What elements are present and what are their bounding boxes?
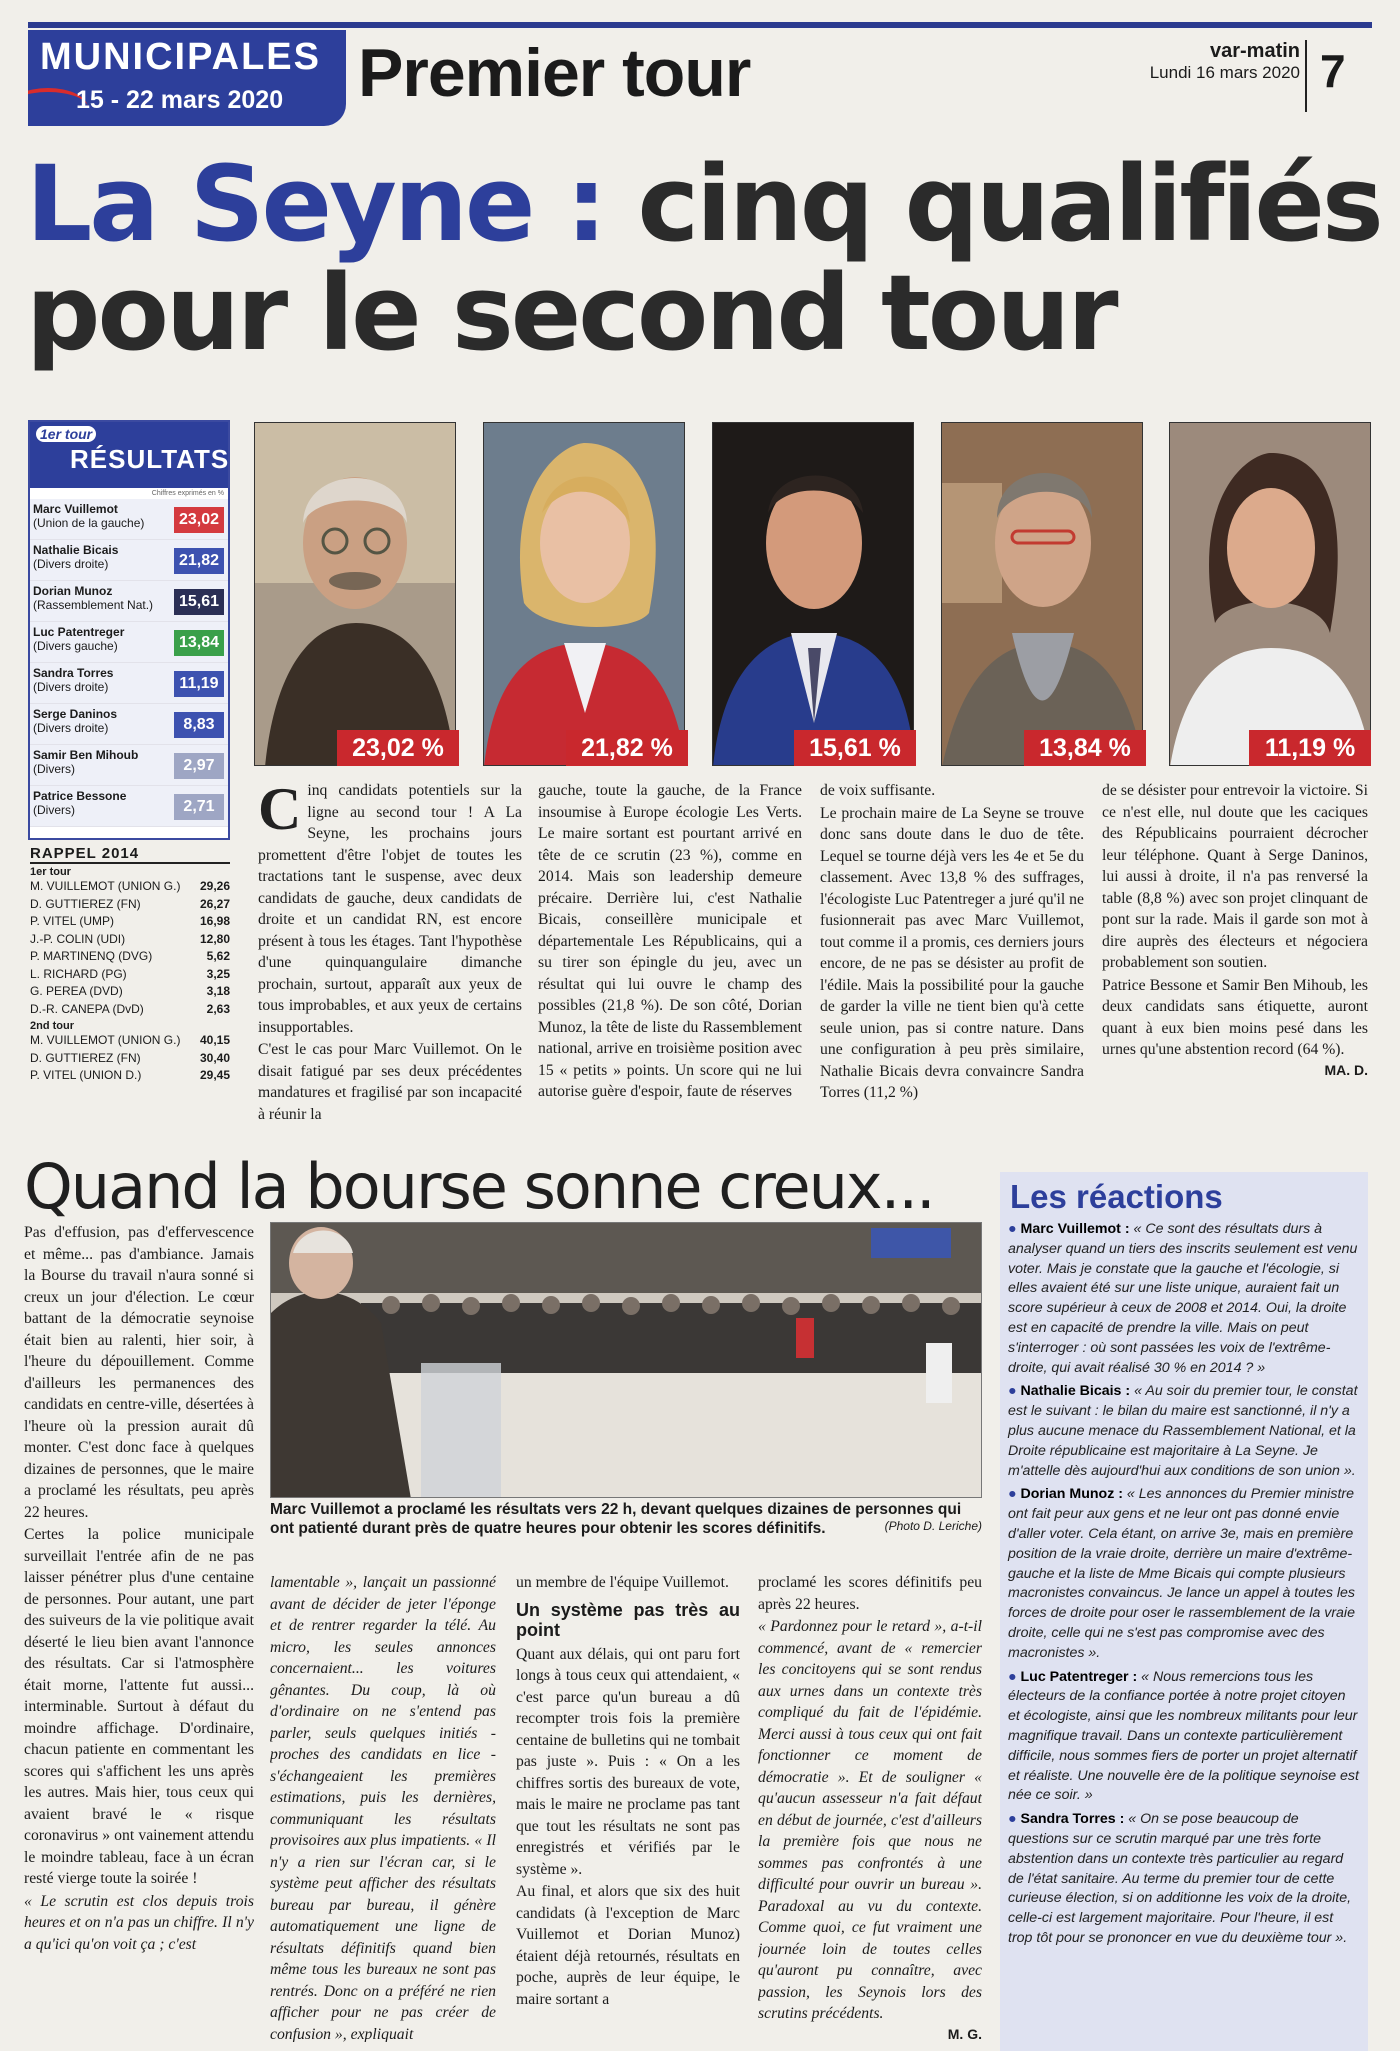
candidate-party: (Divers) <box>33 761 75 776</box>
article-headline: Quand la bourse sonne creux... <box>24 1150 934 1223</box>
rappel-candidate: M. VUILLEMOT (UNION G.) <box>30 1033 181 1047</box>
candidate-score: 2,71 <box>174 794 224 820</box>
candidate-name: Patrice Bessone (Divers) <box>33 789 127 817</box>
candidate-score: 23,02 <box>174 507 224 533</box>
paragraph: Quant aux délais, qui ont paru fort longs à tous ceux qui attendaient, « c'est parce qu'un bureau a dû recompter trois fois la première centaine de bulletins qui ne tombait pas juste ». Puis : « On a les chiffres sortis des bureaux de vote, mais le maire ne proclame pas tant que tout les résultats ne sont pas enregistrés et vérifiés par le système ». <box>516 1645 740 1878</box>
percentage-label: 21,82 % <box>566 730 688 766</box>
paragraph: proclamé les scores définitifs peu après 22 heures. <box>758 1574 982 1613</box>
paragraph: de se désister pour entrevoir la victoire. Si ce n'est elle, nul doute que les caciques des Républicains pourraient décrocher leur téléphone. Quant à Serge Daninos, lui aussi à droite, il n'a pas renversé la table (8,8 %) avec son projet clinquant de pont sur la rade. Mais il garde son mot à dire auprès des électeurs et négociera probablement son soutien. <box>1102 782 1368 971</box>
results-title: RÉSULTATS <box>70 444 230 474</box>
rappel-row <box>30 1067 230 1085</box>
portrait-photo <box>1169 422 1371 766</box>
rappel-row <box>30 1001 230 1019</box>
result-row <box>30 581 228 622</box>
reaction-item <box>1008 1220 1360 1378</box>
rappel-candidate: P. VITEL (UMP) <box>30 914 115 928</box>
candidate-score: 8,83 <box>174 712 224 738</box>
byline: M. G. <box>947 2025 982 2042</box>
headline-place: La Seyne : <box>26 143 605 265</box>
rappel-row <box>30 913 230 931</box>
reaction-quote: « Au soir du premier tour, le constat est le suivant : le bilan du maire est sanctionné, il n'y a plus aucune menace du Rassemblement National, et la Droite républicaine est majoritaire à La Seyne. Je m'attelle dès aujourd'hui aux conditions de son union ». <box>1008 1383 1358 1479</box>
candidate-score: 13,84 <box>174 630 224 656</box>
article-column <box>1102 780 1368 1144</box>
section-badge <box>28 30 346 126</box>
candidate-name: Serge Daninos (Divers droite) <box>33 707 118 735</box>
candidate-name: Nathalie Bicais (Divers droite) <box>33 543 119 571</box>
photo-caption <box>270 1500 982 1538</box>
paragraph: « Le scrutin est clos depuis trois heures et on n'a pas un chiffre. Il n'y a qu'ici qu'on voit ça ; c'est <box>24 1892 254 1953</box>
rappel-row <box>30 1050 230 1068</box>
rappel-candidate: D. GUTTIEREZ (FN) <box>30 1050 141 1065</box>
candidate-party: (Divers droite) <box>33 679 109 694</box>
article-column <box>24 1222 254 2042</box>
rappel-candidate: M. VUILLEMOT (UNION G.) <box>30 879 181 893</box>
rappel-score: 40,15 <box>199 1033 230 1047</box>
paragraph: Patrice Bessone et Samir Ben Mihoub, les deux candidats sans étiquette, auront quant à eux bien moins pesé dans les urnes qu'une abstention record (64 %). <box>1102 976 1368 1058</box>
kicker: Premier tour <box>358 35 751 111</box>
rappel-score: 29,45 <box>199 1068 230 1082</box>
paragraph: Certes la police municipale surveillait l'entrée afin de ne pas laisser pénétrer plus d'une centaine de personnes. Pour autant, une part des suiveurs de la vie politique avait déserté le lieu bien avant l'annonce des résultats. Car si l'atmosphère était morne, l'attente fut aussi... interminable. Surtout à défaut du moindre affichage. D'ordinaire, chacun patiente en commentant les scores qui s'affichent les uns après les autres. Mais hier, tous ceux qui avaient bravé le « risque coronavirus » ont vainement attendu le moindre tableau, face à un écran resté vierge toute la soirée ! <box>24 1526 254 1887</box>
issue-date: Lundi 16 mars 2020 <box>1149 63 1300 82</box>
article-column <box>820 780 1084 1144</box>
headline-line2: pour le second tour <box>26 252 1116 375</box>
paragraph: C'est le cas pour Marc Vuillemot. On le disait fatigué par ses deux précédentes mandatures et fragilisé par son incapacité à réunir la <box>258 1041 522 1123</box>
candidate-party: (Rassemblement Nat.) <box>33 597 154 612</box>
rappel-candidate: G. PEREA (DVD) <box>30 984 123 998</box>
result-row <box>30 499 228 540</box>
candidate-name: Dorian Munoz (Rassemblement Nat.) <box>33 584 154 612</box>
reaction-author: ● Marc Vuillemot : <box>1008 1221 1130 1237</box>
candidate-party: (Union de la gauche) <box>33 515 145 530</box>
masthead-name: var-matin <box>1209 40 1300 62</box>
percentage-label: 13,84 % <box>1024 730 1146 766</box>
percentage-label: 15,61 % <box>794 730 916 766</box>
paragraph: un membre de l'équipe Vuillemot. <box>516 1574 729 1591</box>
rappel-row <box>30 966 230 984</box>
paragraph: Le prochain maire de La Seyne se trouve donc sans doute dans le duo de tête. Lequel se tourne déjà vers les 4e et 5e du classement. Avec 13,8 % des suffrages, l'écologiste Luc Patentreger a juré qu'il ne fusionnerait pas avec Marc Vuillemot, tout comme il a promis, ces derniers jours encore, de ne pas se désister au profit de l'édile. Mais la possibilité pour la gauche de garder la ville ne tient bien qu'à cette seule union, pas si contre nature. Dans une configuration à peu près similaire, Nathalie Bicais devra convaincre Sandra Torres (11,2 %) <box>820 804 1084 1101</box>
reaction-quote: « Les annonces du Premier ministre ont fait peur aux gens et ne leur ont pas donné envie d'aller voter. Cela étant, on arrive 3e, mais en première position de la vraie droite, derrière un maire d'extrême-gauche et la liste de Mme Bicais qui compte plusieurs macronistes convaincus. Je lance un appel à toutes les forces de droite pour oser le rassemblement de la vraie droite, celle qui ne s'est pas compromise avec des macronistes ». <box>1008 1486 1356 1661</box>
rappel-candidate: J.-P. COLIN (UDI) <box>30 931 126 946</box>
drop-cap: C <box>258 780 302 842</box>
results-box <box>28 420 230 840</box>
byline: MA. D. <box>1324 1061 1368 1078</box>
rappel-row <box>30 931 230 949</box>
page-number: 7 <box>1320 45 1346 97</box>
paragraph: inq candidats potentiels sur la ligne au second tour ! A La Seyne, les prochains jours promettent d'être l'objet de toutes les tractations tant le suspense, avec deux candidats de gauche, deux candidats de droite et un candidat RN, est encore présent à tous les étages. Tant l'hypothèse d'une quinquangulaire dimanche prochain, surtout, apparaît aux yeux de tous improbables, et aux yeux de certains insupportables. <box>258 782 522 1036</box>
candidate-party: (Divers droite) <box>33 556 109 571</box>
rappel-round1-label: 1er tour <box>30 866 71 878</box>
reactions-title: Les réactions <box>1010 1178 1223 1215</box>
percentage-label: 11,19 % <box>1249 730 1371 766</box>
rappel-candidate: D.-R. CANEPA (DvD) <box>30 1001 144 1016</box>
result-row <box>30 540 228 581</box>
candidate-party: (Divers) <box>33 802 75 817</box>
rappel-row <box>30 896 230 914</box>
rappel-row <box>30 1032 230 1050</box>
reaction-author: ● Dorian Munoz : <box>1008 1486 1123 1502</box>
candidate-score: 15,61 <box>174 589 224 615</box>
portrait-photo <box>941 422 1143 766</box>
reaction-item <box>1008 1810 1360 1949</box>
candidate-name: Samir Ben Mihoub (Divers) <box>33 748 139 776</box>
rappel-2014 <box>30 845 230 1085</box>
headline-rest: cinq qualifiés <box>604 143 1381 265</box>
percentage-label: 23,02 % <box>337 730 459 766</box>
result-row <box>30 704 228 745</box>
candidate-name: Marc Vuillemot (Union de la gauche) <box>33 502 145 530</box>
candidate-name: Luc Patentreger (Divers gauche) <box>33 625 125 653</box>
rappel-score: 16,98 <box>199 914 230 928</box>
candidate-party: (Divers gauche) <box>33 638 118 653</box>
rappel-round2-label: 2nd tour <box>30 1020 74 1032</box>
rappel-candidate: D. GUTTIEREZ (FN) <box>30 896 141 911</box>
result-row <box>30 745 228 786</box>
candidate-party: (Divers droite) <box>33 720 109 735</box>
article-column <box>538 780 802 1144</box>
paragraph: Pas d'effusion, pas d'effervescence et même... pas d'ambiance. Jamais la Bourse du travail n'aura sonné si creux un jour d'élection. Le cœur battant de la démocratie seynoise était bien au ralenti, hier soir, à l'heure du dépouillement. Comme d'ailleurs les permanences des candidats en centre-ville, désertées à l'heure où la pression aurait dû monter. C'est donc face à quelques dizaines de personnes, que le maire a proclamé les résultats, peu après 22 heures. <box>24 1224 254 1521</box>
candidate-score: 21,82 <box>174 548 224 574</box>
rappel-score: 2,63 <box>206 1001 230 1016</box>
caption-text: Marc Vuillemot a proclamé les résultats vers 22 h, devant quelques dizaines de personnes qui ont patienté durant près de quatre heures pour obtenir les scores définitifs. <box>270 1501 962 1537</box>
result-row <box>30 622 228 663</box>
portrait-photo <box>483 422 685 766</box>
reaction-item <box>1008 1485 1360 1663</box>
reactions-box <box>1000 1172 1368 2051</box>
candidate-score: 2,97 <box>174 753 224 779</box>
rappel-title: RAPPEL 2014 <box>30 845 230 864</box>
crowd-photo <box>270 1222 982 1498</box>
paragraph: Au final, et alors que six des huit candidats (à l'exception de Marc Vuillemot et Dorian Munoz) étaient déjà retournés, résultats en poche, auprès de leur équipe, le maire sortant a <box>516 1883 740 2008</box>
results-header <box>30 422 228 488</box>
rappel-score: 3,25 <box>206 966 230 981</box>
badge-title: MUNICIPALES <box>40 36 321 78</box>
article-column <box>270 1572 496 2042</box>
page-divider <box>1305 40 1307 112</box>
subheading: Un système pas très au point <box>516 1599 740 1640</box>
reaction-author: ● Luc Patentreger : <box>1008 1669 1137 1685</box>
reaction-author: ● Sandra Torres : <box>1008 1811 1124 1827</box>
rappel-candidate: P. MARTINENQ (DVG) <box>30 949 153 963</box>
candidate-score: 11,19 <box>174 671 224 697</box>
article-column <box>516 1572 740 2042</box>
result-row <box>30 663 228 704</box>
rappel-score: 5,62 <box>206 949 230 963</box>
masthead <box>1150 40 1300 83</box>
top-rule <box>28 22 1372 28</box>
rappel-candidate: P. VITEL (UNION D.) <box>30 1068 142 1082</box>
rappel-row <box>30 948 230 966</box>
candidate-name: Sandra Torres (Divers droite) <box>33 666 114 694</box>
reaction-author: ● Nathalie Bicais : <box>1008 1383 1130 1399</box>
portrait-photo <box>712 422 914 766</box>
portrait-photo <box>254 422 456 766</box>
rappel-candidate: L. RICHARD (PG) <box>30 966 127 981</box>
photo-credit: (Photo D. Leriche) <box>884 1519 982 1533</box>
paragraph: gauche, toute la gauche, de la France insoumise à Europe écologie Les Verts. Le maire sortant est pourtant arrivé en tête de ce scrutin (23 %), comme en 2014. Mais son leadership demeure précaire. Derrière lui, c'est Nathalie Bicais, conseillère municipale et départementale Les Républicains, qui a su tirer son épingle du jeu, avec un résultat qui lui ouvre le champ des possibles (21,8 %). De son côté, Dorian Munoz, la tête de liste du Rassemblement national, arrive en troisième position avec 15 « petits » points. Un score qui ne lui autorise guère d'espoir, faute de réserves <box>538 782 802 1100</box>
reaction-quote: « Ce sont des résultats durs à analyser quand un tiers des inscrits seulement est venu voter. Mais je constate que la gauche et l'écologie, si elles avaient été sur une liste unique, auraient fait un score supérieur à ceux de 2008 et 2014. Oui, la droite est en capacité de prendre la ville. Mais on peut s'interroger : où sont passées les voix de l'extrême-droite, qui avait réalisé 30 % en 2014 ? » <box>1008 1221 1358 1376</box>
rappel-row <box>30 878 230 896</box>
rappel-score: 12,80 <box>199 931 230 946</box>
badge-dates: 15 - 22 mars 2020 <box>76 86 284 114</box>
reaction-quote: « Nous remercions tous les électeurs de la confiance portée à notre projet citoyen et écologiste, ainsi que les nombreux militants pour leur magnifique travail. Dans un contexte particulièrement difficile, nous sommes fiers de porter un projet alternatif et réaliste. Une nouvelle ère de la politique seynoise est née ce soir. » <box>1008 1668 1359 1804</box>
reaction-item <box>1008 1668 1360 1807</box>
reaction-item <box>1008 1382 1360 1481</box>
paragraph: « Pardonnez pour le retard », a-t-il commencé, avant de « remercier les concitoyens qui se sont rendus aux urnes dans un contexte très compliqué du fait de l'épidémie. Merci aussi à tous ceux qui ont fait fonctionner ce moment de démocratie ». Et de souligner « qu'aucun assesseur n'a fait défaut en début de journée, c'est d'ailleurs la première fois que nous ne sommes pas confrontés à une difficulté pour ouvrir un bureau ». Paradoxal au vu du contexte. Comme quoi, ce fut vraiment une journée loin de toutes celles qu'auront pu connaître, avec passion, les Seynois lors des scrutins précédents. <box>758 1618 982 2022</box>
rappel-score: 29,26 <box>199 879 230 893</box>
article-column <box>258 780 522 1144</box>
headline <box>26 143 1381 375</box>
reaction-quote: « On se pose beaucoup de questions sur ce scrutin marqué par une très forte abstention dans un contexte très particulier au regard de l'état sanitaire. Au terme du premier tour de cette curieuse élection, si on additionne les voix de la droite, celle-ci est largement majoritaire. Pour l'heure, il est trop tôt pour se prononcer en vue du deuxième tour ». <box>1008 1811 1352 1946</box>
results-tag: 1er tour <box>36 426 96 442</box>
paragraph: lamentable », lançait un passionné avant de décider de jeter l'éponge et de rentrer regarder la télé. Au micro, les seules annonces concernaient... les voitures gênantes. Du coup, là où d'ordinaire on ne s'entend pas parler, seuls quelques initiés - proches des candidats en lice - s'échangeaient les premières estimations, puis les dernières, communiquant les résultats provisoires aux plus impatients. « Il n'y a rien sur l'écran car, si le système peut afficher des résultats bureau par bureau, il génère automatiquement une ligne de résultats définitifs quand bien même tous les bureaux ne sont pas rentrés. Donc on a préféré ne rien afficher pour ne pas créer de confusion », expliquait <box>270 1574 496 2042</box>
rappel-row <box>30 983 230 1001</box>
results-subtitle: Chiffres exprimés en % <box>151 490 224 497</box>
paragraph: de voix suffisante. <box>820 782 936 799</box>
rappel-score: 30,40 <box>199 1050 230 1065</box>
result-row <box>30 786 228 827</box>
rappel-score: 3,18 <box>206 984 230 998</box>
rappel-score: 26,27 <box>199 896 230 911</box>
article-column <box>758 1572 982 2042</box>
